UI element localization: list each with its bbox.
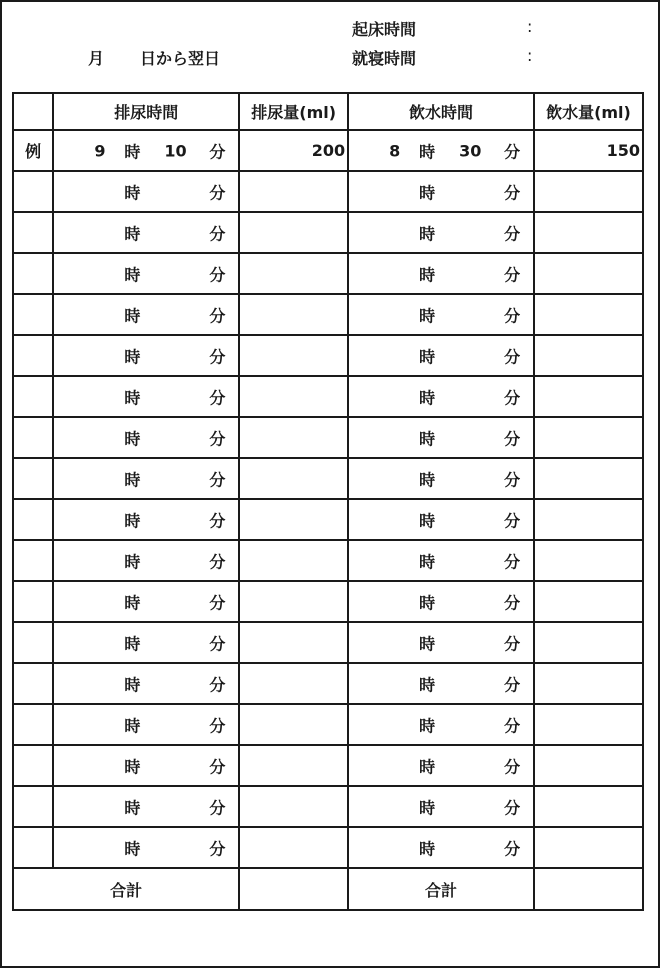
hour-unit: 時 xyxy=(124,839,141,858)
hour-unit: 時 xyxy=(124,388,141,407)
drink-time-input[interactable] xyxy=(348,458,534,499)
urination-volume-input[interactable] xyxy=(239,171,348,212)
example-drink-volume: 150 xyxy=(534,130,643,171)
table-row xyxy=(13,417,643,458)
urination-volume-input[interactable] xyxy=(239,335,348,376)
row-index-cell xyxy=(13,663,53,704)
minute-unit: 分 xyxy=(209,183,226,202)
header-drink-volume: 飲水量(ml) xyxy=(534,93,643,130)
day-range-label: 日から翌日 xyxy=(140,49,221,68)
drink-volume-input[interactable] xyxy=(534,458,643,499)
header-index-cell xyxy=(13,93,53,130)
urination-time-input[interactable] xyxy=(53,376,239,417)
drink-volume-input[interactable] xyxy=(534,663,643,704)
hour-unit: 時 xyxy=(124,265,141,284)
drink-volume-input[interactable] xyxy=(534,212,643,253)
row-index-cell xyxy=(13,581,53,622)
minute-unit: 分 xyxy=(504,675,521,694)
urination-volume-input[interactable] xyxy=(239,704,348,745)
urination-volume-input[interactable] xyxy=(239,417,348,458)
drink-volume-input[interactable] xyxy=(534,335,643,376)
hour-unit: 時 xyxy=(419,511,436,530)
table-row xyxy=(13,663,643,704)
drink-time-input[interactable] xyxy=(348,253,534,294)
hour-unit: 時 xyxy=(419,347,436,366)
minute-unit: 分 xyxy=(209,839,226,858)
example-urination-minute: 10 xyxy=(164,141,187,160)
urination-volume-input[interactable] xyxy=(239,745,348,786)
sleep-time-colon: : xyxy=(527,46,533,65)
table-row xyxy=(13,212,643,253)
example-drink-minute: 30 xyxy=(459,141,482,160)
wake-time-label: 起床時間 xyxy=(352,20,417,39)
table-header-row xyxy=(13,93,643,130)
drink-time-input[interactable] xyxy=(348,294,534,335)
minute-unit: 分 xyxy=(209,470,226,489)
urination-time-input[interactable] xyxy=(53,540,239,581)
minute-unit: 分 xyxy=(209,757,226,776)
table-row xyxy=(13,376,643,417)
row-index-cell xyxy=(13,745,53,786)
minute-unit: 分 xyxy=(209,552,226,571)
row-index-cell xyxy=(13,786,53,827)
minute-unit: 分 xyxy=(504,798,521,817)
row-index-cell xyxy=(13,499,53,540)
minute-unit: 分 xyxy=(504,347,521,366)
hour-unit: 時 xyxy=(124,306,141,325)
urination-time-input[interactable] xyxy=(53,827,239,868)
minute-unit: 分 xyxy=(504,306,521,325)
table-row xyxy=(13,499,643,540)
minute-unit: 分 xyxy=(209,716,226,735)
hour-unit: 時 xyxy=(419,429,436,448)
row-index-cell xyxy=(13,376,53,417)
hour-unit: 時 xyxy=(419,593,436,612)
row-index-cell xyxy=(13,827,53,868)
table-row xyxy=(13,335,643,376)
urination-volume-input[interactable] xyxy=(239,499,348,540)
example-urination-hour: 9 xyxy=(94,141,106,160)
drink-volume-input[interactable] xyxy=(534,540,643,581)
row-index-cell xyxy=(13,458,53,499)
minute-unit: 分 xyxy=(209,593,226,612)
hour-unit: 時 xyxy=(124,757,141,776)
example-drink-hour: 8 xyxy=(389,141,401,160)
urination-volume-input[interactable] xyxy=(239,294,348,335)
urination-volume-input[interactable] xyxy=(239,212,348,253)
table-row xyxy=(13,294,643,335)
row-index-cell xyxy=(13,622,53,663)
example-urination-volume: 200 xyxy=(239,130,348,171)
hour-unit: 時 xyxy=(419,634,436,653)
minute-unit: 分 xyxy=(504,839,521,858)
drink-volume-input[interactable] xyxy=(534,622,643,663)
table-row xyxy=(13,786,643,827)
drink-volume-input[interactable] xyxy=(534,499,643,540)
header-urination-time: 排尿時間 xyxy=(53,93,239,130)
minute-unit: 分 xyxy=(209,429,226,448)
drink-volume-input[interactable] xyxy=(534,417,643,458)
urination-time-input[interactable] xyxy=(53,704,239,745)
minute-unit: 分 xyxy=(209,798,226,817)
hour-unit: 時 xyxy=(124,716,141,735)
urination-time-input[interactable] xyxy=(53,745,239,786)
urination-time-input[interactable] xyxy=(53,499,239,540)
row-index-cell xyxy=(13,335,53,376)
drink-time-input[interactable] xyxy=(348,827,534,868)
minute-unit: 分 xyxy=(209,224,226,243)
table-row xyxy=(13,581,643,622)
drink-volume-input[interactable] xyxy=(534,253,643,294)
table-row xyxy=(13,458,643,499)
drink-total-value[interactable] xyxy=(534,868,643,910)
urination-time-input[interactable] xyxy=(53,786,239,827)
urination-time-input[interactable] xyxy=(53,458,239,499)
voiding-diary-table xyxy=(12,92,644,911)
hour-unit: 時 xyxy=(419,224,436,243)
hour-unit: 時 xyxy=(124,798,141,817)
urination-total-label: 合計 xyxy=(13,868,239,910)
drink-volume-input[interactable] xyxy=(534,704,643,745)
hour-unit: 時 xyxy=(124,511,141,530)
urination-volume-input[interactable] xyxy=(239,540,348,581)
minute-unit: 分 xyxy=(504,511,521,530)
example-row xyxy=(13,130,643,171)
table-row xyxy=(13,253,643,294)
table-row xyxy=(13,827,643,868)
hour-unit: 時 xyxy=(124,224,141,243)
minute-unit: 分 xyxy=(504,757,521,776)
urination-time-input[interactable] xyxy=(53,212,239,253)
hour-unit: 時 xyxy=(124,552,141,571)
table-row xyxy=(13,171,643,212)
row-index-cell xyxy=(13,294,53,335)
hour-unit: 時 xyxy=(124,593,141,612)
month-label: 月 xyxy=(88,49,105,68)
drink-time-input[interactable] xyxy=(348,376,534,417)
minute-unit: 分 xyxy=(504,429,521,448)
urination-volume-input[interactable] xyxy=(239,581,348,622)
header-drink-time: 飲水時間 xyxy=(348,93,534,130)
hour-unit: 時 xyxy=(419,552,436,571)
drink-volume-input[interactable] xyxy=(534,745,643,786)
minute-unit: 分 xyxy=(504,593,521,612)
hour-unit: 時 xyxy=(419,798,436,817)
drink-volume-input[interactable] xyxy=(534,786,643,827)
example-drink-time xyxy=(348,130,534,171)
drink-time-input[interactable] xyxy=(348,745,534,786)
urination-volume-input[interactable] xyxy=(239,253,348,294)
row-index-cell xyxy=(13,171,53,212)
urination-volume-input[interactable] xyxy=(239,786,348,827)
hour-unit: 時 xyxy=(419,470,436,489)
drink-total-label: 合計 xyxy=(348,868,534,910)
hour-unit: 時 xyxy=(124,634,141,653)
urination-time-input[interactable] xyxy=(53,171,239,212)
drink-time-input[interactable] xyxy=(348,663,534,704)
table-row xyxy=(13,540,643,581)
urination-time-input[interactable] xyxy=(53,294,239,335)
minute-unit: 分 xyxy=(209,347,226,366)
header-urination-volume: 排尿量(ml) xyxy=(239,93,348,130)
hour-unit: 時 xyxy=(419,183,436,202)
urination-time-input[interactable] xyxy=(53,663,239,704)
urination-volume-input[interactable] xyxy=(239,827,348,868)
wake-time-colon: : xyxy=(527,17,533,36)
hour-unit: 時 xyxy=(419,265,436,284)
row-index-cell xyxy=(13,540,53,581)
row-index-cell xyxy=(13,253,53,294)
minute-unit: 分 xyxy=(504,142,521,161)
sleep-time-label: 就寝時間 xyxy=(352,49,417,68)
minute-unit: 分 xyxy=(504,716,521,735)
row-index-cell xyxy=(13,212,53,253)
drink-volume-input[interactable] xyxy=(534,376,643,417)
drink-time-input[interactable] xyxy=(348,540,534,581)
drink-volume-input[interactable] xyxy=(534,171,643,212)
table-row xyxy=(13,745,643,786)
drink-time-input[interactable] xyxy=(348,704,534,745)
table-row xyxy=(13,704,643,745)
hour-unit: 時 xyxy=(419,757,436,776)
urination-time-input[interactable] xyxy=(53,581,239,622)
drink-time-input[interactable] xyxy=(348,335,534,376)
example-urination-time xyxy=(53,130,239,171)
drink-volume-input[interactable] xyxy=(534,827,643,868)
minute-unit: 分 xyxy=(209,265,226,284)
drink-time-input[interactable] xyxy=(348,171,534,212)
minute-unit: 分 xyxy=(209,511,226,530)
urination-time-input[interactable] xyxy=(53,253,239,294)
minute-unit: 分 xyxy=(209,306,226,325)
urination-volume-input[interactable] xyxy=(239,458,348,499)
row-index-cell xyxy=(13,704,53,745)
hour-unit: 時 xyxy=(419,142,436,161)
urination-total-value[interactable] xyxy=(239,868,348,910)
minute-unit: 分 xyxy=(504,470,521,489)
row-index-cell xyxy=(13,417,53,458)
minute-unit: 分 xyxy=(209,142,226,161)
total-row xyxy=(13,868,643,910)
hour-unit: 時 xyxy=(419,716,436,735)
drink-volume-input[interactable] xyxy=(534,294,643,335)
urination-volume-input[interactable] xyxy=(239,622,348,663)
drink-time-input[interactable] xyxy=(348,786,534,827)
drink-time-input[interactable] xyxy=(348,212,534,253)
hour-unit: 時 xyxy=(419,839,436,858)
minute-unit: 分 xyxy=(209,675,226,694)
hour-unit: 時 xyxy=(124,470,141,489)
minute-unit: 分 xyxy=(504,388,521,407)
example-label: 例 xyxy=(13,130,53,171)
hour-unit: 時 xyxy=(124,347,141,366)
urination-volume-input[interactable] xyxy=(239,663,348,704)
drink-time-input[interactable] xyxy=(348,417,534,458)
drink-volume-input[interactable] xyxy=(534,581,643,622)
hour-unit: 時 xyxy=(124,142,141,161)
minute-unit: 分 xyxy=(504,265,521,284)
minute-unit: 分 xyxy=(504,224,521,243)
minute-unit: 分 xyxy=(504,634,521,653)
minute-unit: 分 xyxy=(504,183,521,202)
drink-time-input[interactable] xyxy=(348,622,534,663)
hour-unit: 時 xyxy=(124,675,141,694)
hour-unit: 時 xyxy=(419,306,436,325)
drink-time-input[interactable] xyxy=(348,499,534,540)
urination-volume-input[interactable] xyxy=(239,376,348,417)
urination-time-input[interactable] xyxy=(53,417,239,458)
urination-time-input[interactable] xyxy=(53,335,239,376)
hour-unit: 時 xyxy=(124,183,141,202)
hour-unit: 時 xyxy=(419,388,436,407)
hour-unit: 時 xyxy=(124,429,141,448)
minute-unit: 分 xyxy=(209,634,226,653)
minute-unit: 分 xyxy=(209,388,226,407)
minute-unit: 分 xyxy=(504,552,521,571)
hour-unit: 時 xyxy=(419,675,436,694)
table-row xyxy=(13,622,643,663)
urination-time-input[interactable] xyxy=(53,622,239,663)
drink-time-input[interactable] xyxy=(348,581,534,622)
